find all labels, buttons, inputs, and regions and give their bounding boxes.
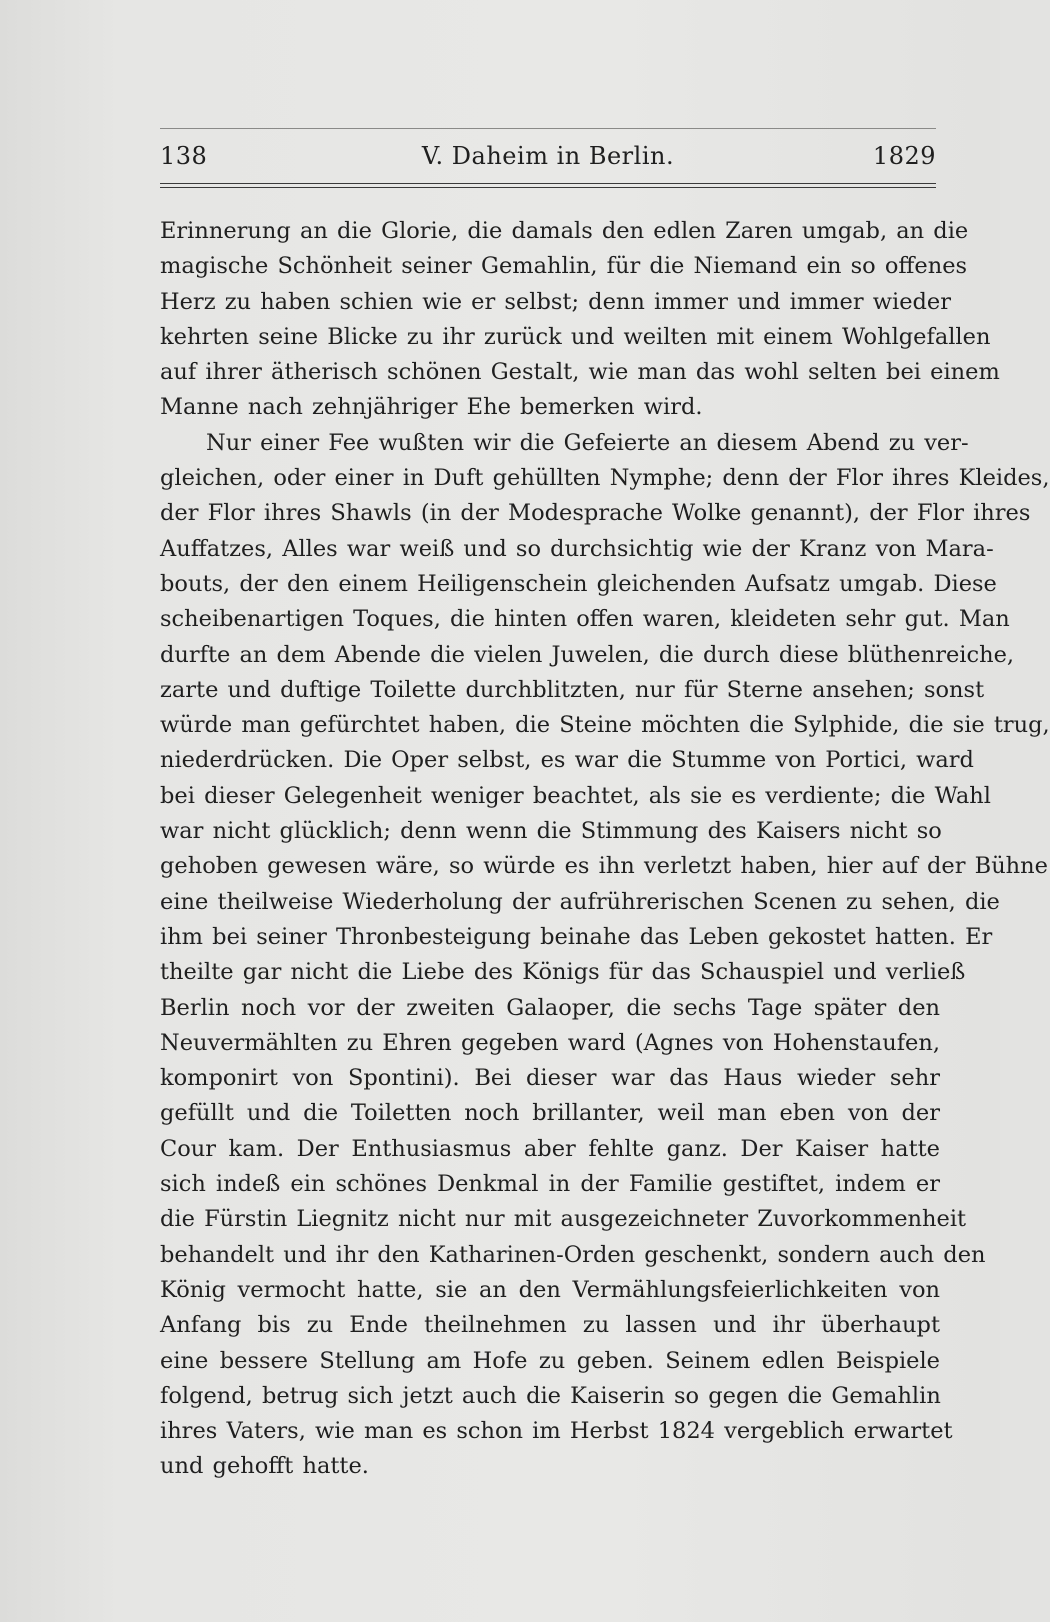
page-header bbox=[160, 136, 936, 180]
text-line: niederdrücken. Die Oper selbst, es war die Stumme von Portici, ward bbox=[160, 747, 974, 774]
text-line: König vermocht hatte, sie an den Vermählungsfeierlichkeiten von bbox=[160, 1276, 940, 1303]
text-line: Manne nach zehnjähriger Ehe bemerken wird. bbox=[160, 394, 703, 421]
text-line: Herz zu haben schien wie er selbst; denn immer und immer wieder bbox=[160, 288, 951, 315]
text-line: Berlin noch vor der zweiten Galaoper, die sechs Tage später den bbox=[160, 994, 940, 1021]
text-line: ihm bei seiner Thronbesteigung beinahe das Leben gekostet hatten. Er bbox=[160, 923, 993, 950]
text-line: behandelt und ihr den Katharinen-Orden geschenkt, sondern auch den bbox=[160, 1241, 986, 1268]
page-number: 138 bbox=[160, 142, 208, 170]
text-line: bei dieser Gelegenheit weniger beachtet, als sie es verdiente; die Wahl bbox=[160, 782, 991, 809]
text-line: würde man gefürchtet haben, die Steine möchten die Sylphide, die sie trug, bbox=[160, 712, 1050, 739]
text-line: auf ihrer ätherisch schönen Gestalt, wie man das wohl selten bei einem bbox=[160, 359, 1000, 386]
text-line: zarte und duftige Toilette durchblitzten, nur für Sterne ansehen; sonst bbox=[160, 676, 985, 703]
text-line: theilte gar nicht die Liebe des Königs für das Schauspiel und verließ bbox=[160, 959, 966, 986]
paragraph bbox=[160, 426, 1050, 1485]
text-line: durfte an dem Abende die vielen Juwelen, die durch diese blüthenreiche, bbox=[160, 641, 1015, 668]
text-line: und gehofft hatte. bbox=[160, 1453, 369, 1480]
paragraph bbox=[160, 214, 1000, 426]
text-line: eine theilweise Wiederholung der aufrührerischen Scenen zu sehen, die bbox=[160, 888, 1000, 915]
text-line: eine bessere Stellung am Hofe zu geben. Seinem edlen Beispiele bbox=[160, 1347, 940, 1374]
body-text bbox=[160, 214, 1050, 1485]
text-line: gleichen, oder einer in Duft gehüllten Nymphe; denn der Flor ihres Kleides, bbox=[160, 465, 1050, 492]
text-line: gefüllt und die Toiletten noch brillanter, weil man eben von der bbox=[160, 1100, 940, 1127]
text-line: Nur einer Fee wußten wir die Gefeierte an diesem Abend zu ver- bbox=[206, 429, 969, 456]
text-line: folgend, betrug sich jetzt auch die Kaiserin so gegen die Gemahlin bbox=[160, 1382, 941, 1409]
text-line: Anfang bis zu Ende theilnehmen zu lassen und ihr überhaupt bbox=[160, 1312, 940, 1339]
text-line: der Flor ihres Shawls (in der Modesprache Wolke genannt), der Flor ihres bbox=[160, 500, 1031, 527]
text-line: Auffatzes, Alles war weiß und so durchsichtig wie der Kranz von Mara- bbox=[160, 535, 994, 562]
text-line: Neuvermählten zu Ehren gegeben ward (Agnes von Hohenstaufen, bbox=[160, 1029, 940, 1056]
text-line: kehrten seine Blicke zu ihr zurück und weilten mit einem Wohlgefallen bbox=[160, 323, 991, 350]
header-year: 1829 bbox=[872, 142, 936, 170]
text-line: sich indeß ein schönes Denkmal in der Familie gestiftet, indem er bbox=[160, 1171, 940, 1198]
text-line: war nicht glücklich; denn wenn die Stimmung des Kaisers nicht so bbox=[160, 818, 942, 845]
text-line: bouts, der den einem Heiligenschein gleichenden Aufsatz umgab. Diese bbox=[160, 570, 997, 597]
header-double-rule bbox=[160, 183, 936, 188]
top-rule bbox=[160, 128, 936, 129]
running-title: V. Daheim in Berlin. bbox=[421, 142, 675, 170]
text-line: Erinnerung an die Glorie, die damals den edlen Zaren umgab, an die bbox=[160, 218, 969, 244]
text-line: magische Schönheit seiner Gemahlin, für die Niemand ein so offenes bbox=[160, 253, 968, 280]
text-line: scheibenartigen Toques, die hinten offen waren, kleideten sehr gut. Man bbox=[160, 606, 1010, 633]
text-line: komponirt von Spontini). Bei dieser war das Haus wieder sehr bbox=[160, 1065, 940, 1092]
text-line: ihres Vaters, wie man es schon im Herbst 1824 vergeblich erwartet bbox=[160, 1418, 953, 1445]
text-line: Cour kam. Der Enthusiasmus aber fehlte ganz. Der Kaiser hatte bbox=[160, 1135, 940, 1162]
text-line: die Fürstin Liegnitz nicht nur mit ausgezeichneter Zuvorkommenheit bbox=[160, 1206, 967, 1233]
text-line: gehoben gewesen wäre, so würde es ihn verletzt haben, hier auf der Bühne bbox=[160, 853, 1048, 880]
